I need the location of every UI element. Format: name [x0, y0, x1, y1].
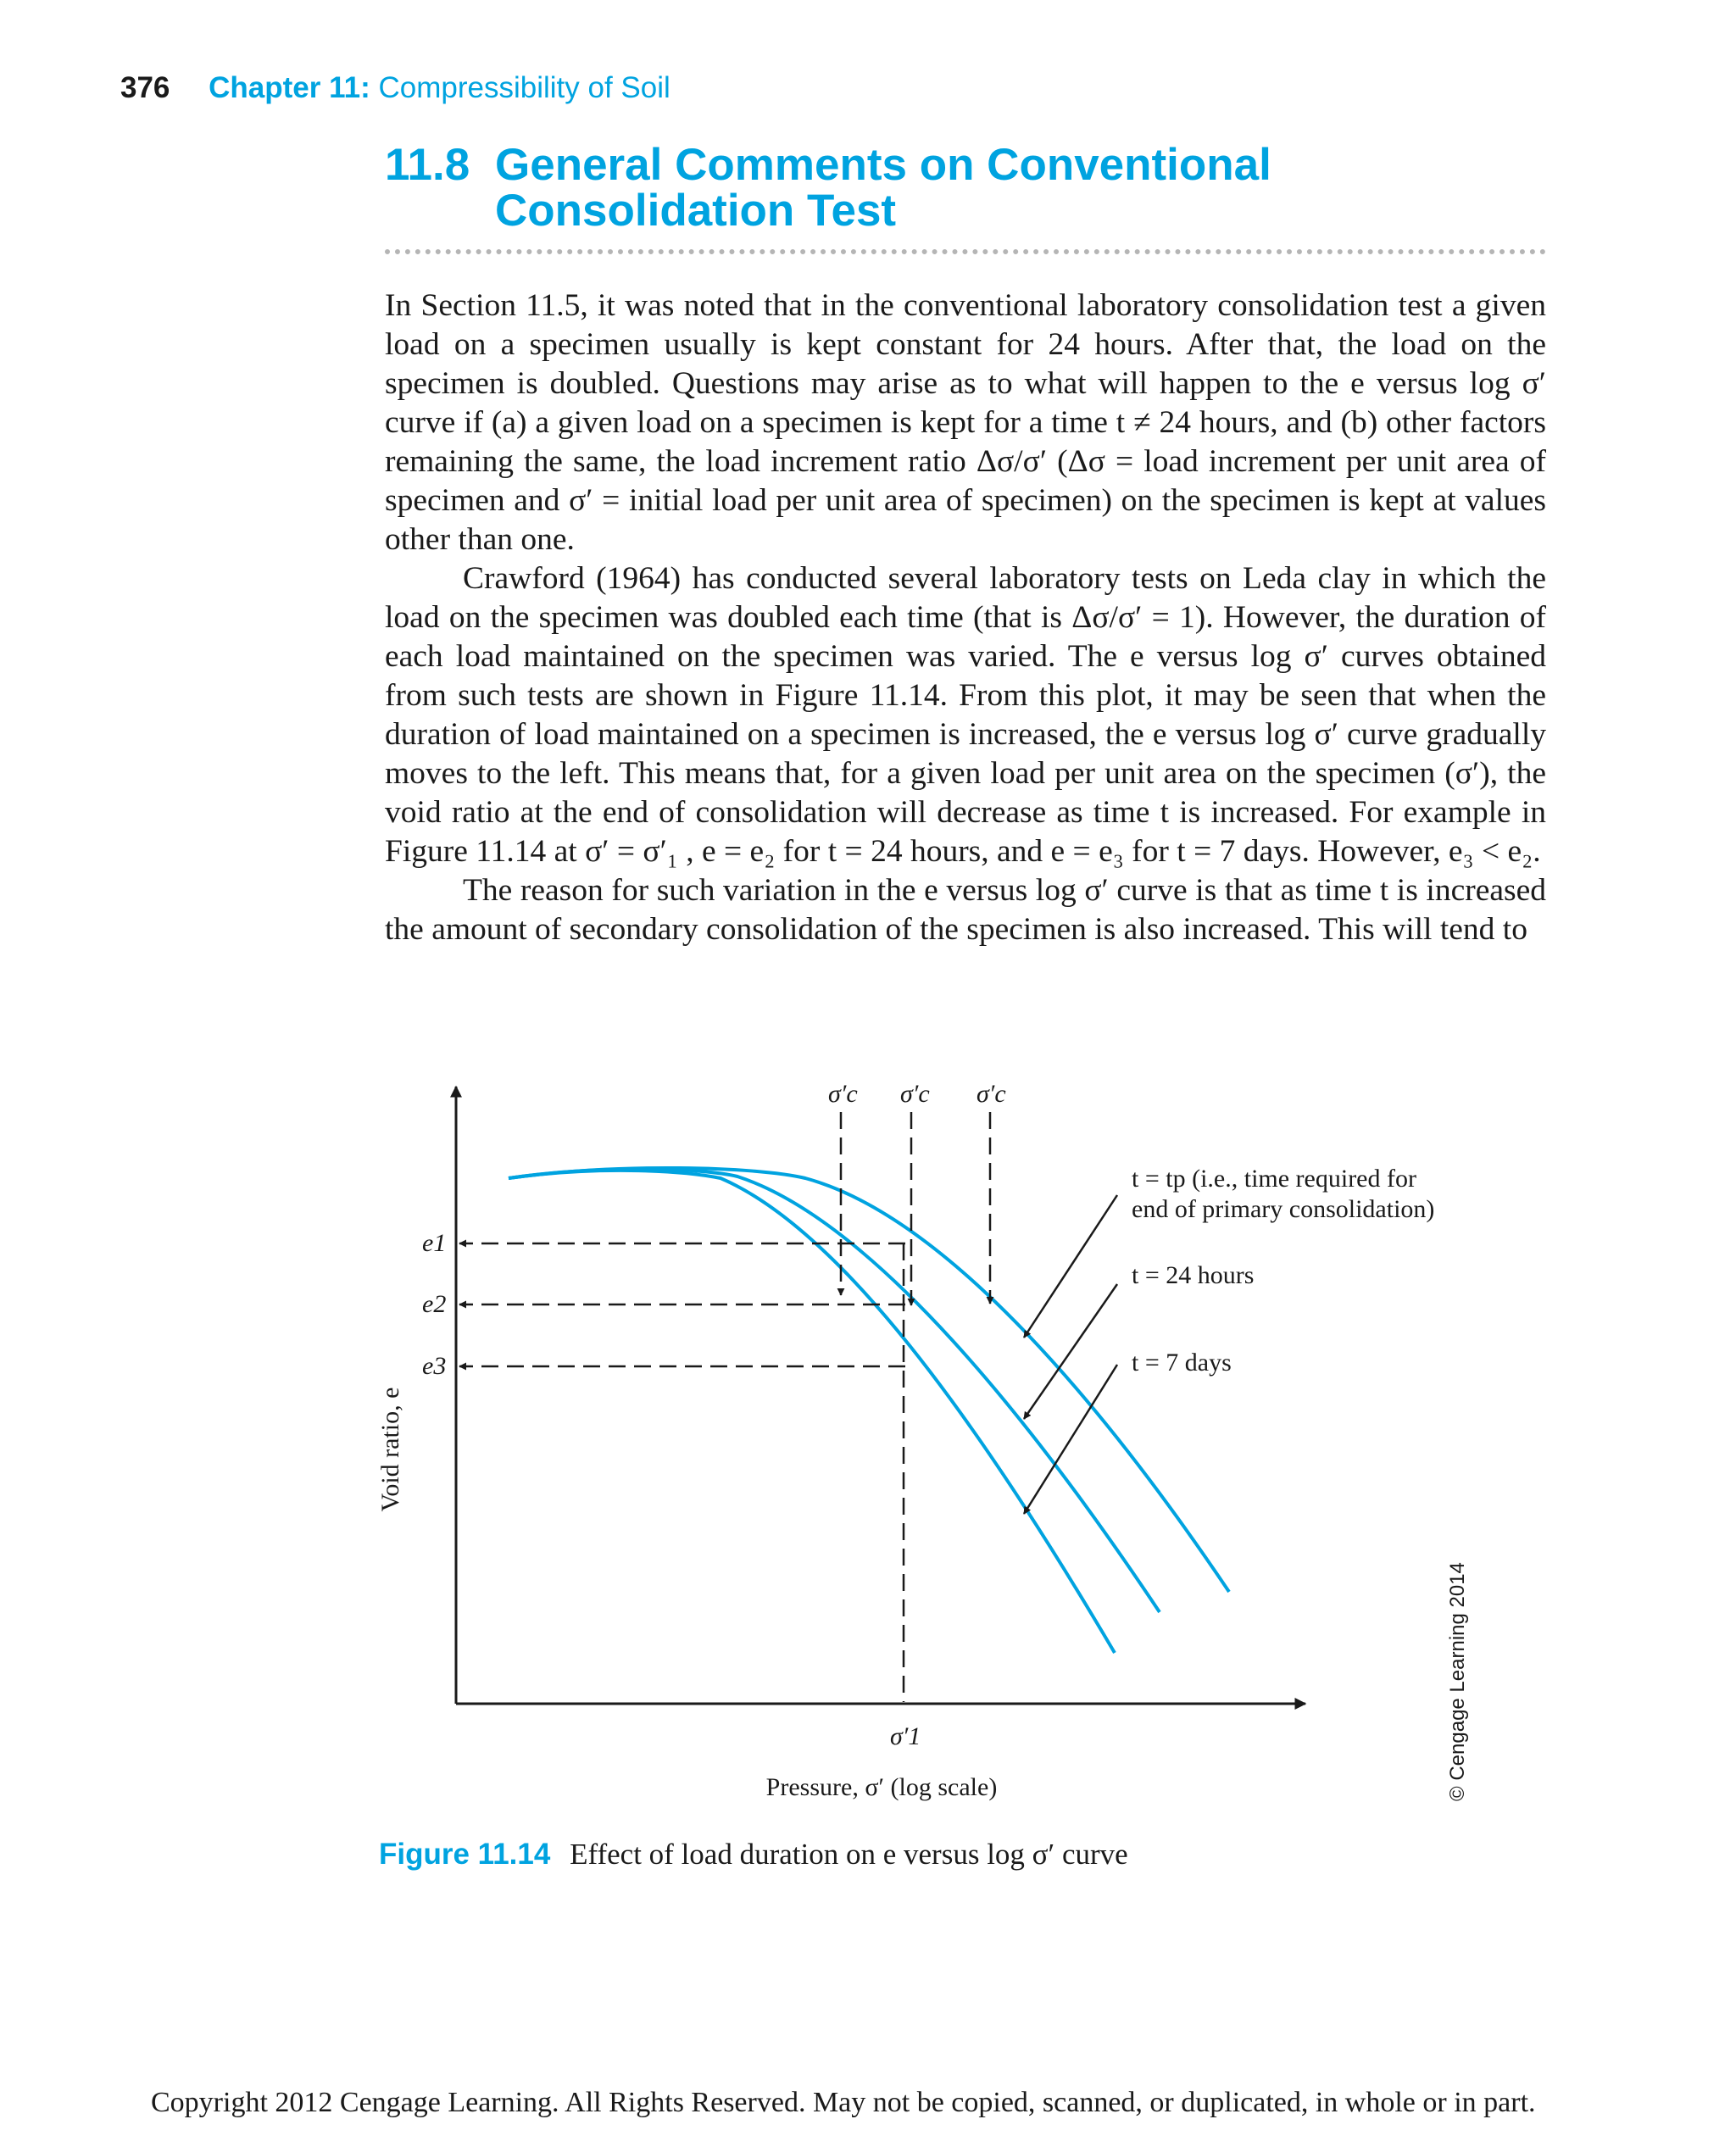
tp-annotation-line2: end of primary consolidation) [1132, 1195, 1435, 1223]
t24-pointer [1024, 1284, 1117, 1419]
figure-11-14 [364, 1060, 1526, 1822]
sigma-c-label-1: σ′c [828, 1080, 858, 1108]
figure-svg [364, 1060, 1526, 1822]
body-text [385, 286, 1546, 949]
chapter-label: Chapter 11: [209, 71, 370, 104]
t24-annotation: t = 24 hours [1132, 1261, 1255, 1289]
sigma1-label: σ′1 [890, 1722, 921, 1750]
y-axis-label: Void ratio, e [376, 1387, 404, 1512]
heading-divider [385, 249, 1546, 254]
e3-label: e3 [422, 1352, 447, 1380]
e2-label: e2 [422, 1290, 447, 1318]
chapter-title: Compressibility of Soil [378, 71, 670, 104]
figure-caption [379, 1838, 1128, 1872]
t7-pointer [1024, 1365, 1117, 1514]
section-title-line1: General Comments on Conventional [495, 140, 1271, 190]
section-title-line2: Consolidation Test [495, 186, 897, 236]
sigma-c-label-3: σ′c [976, 1080, 1006, 1108]
section-number: 11.8 [385, 140, 470, 190]
figure-copyright: © Cengage Learning 2014 [1446, 1562, 1469, 1801]
page-header [120, 71, 670, 105]
sigma-c-label-2: σ′c [900, 1080, 930, 1108]
section-heading [385, 142, 1271, 234]
tp-pointer [1024, 1195, 1117, 1338]
caption-text: Effect of load duration on e versus log σ′ curve [570, 1838, 1128, 1871]
paragraph-3: The reason for such variation in the e versus log σ′ curve is that as time t is increased the amount of secondary consolidation of the specimen is also increased. This will tend to [385, 873, 1546, 947]
paragraph-2: Crawford (1964) has conducted several laboratory tests on Leda clay in which the load on the specimen was doubled each time (that is Δσ/σ′ = 1). However, the duration of each load maintained on the specimen was varied. The e versus log σ′ curves obtained from such tests are shown in Figure 11.14. From this plot, it may be seen that when the duration of load maintained on a specimen is increased, the e versus log σ′ curve gradually moves to the left. This means that, for a given load per unit area on the specimen (σ′), the void ratio at the end of consolidation will decrease as time t is increased. For example in Figure 11.14 at σ′ = σ′₁ , e = e₂ for t = 24 hours, and e = e₃ for t = 7 days. However, e₃ < e₂. [385, 561, 1546, 869]
paragraph-1: In Section 11.5, it was noted that in the conventional laboratory consolidation test a given load on a specimen usually is kept constant for 24 hours. After that, the load on the specimen is doubled. Questions may arise as to what will happen to the e versus log σ′ curve if (a) a given load on a specimen is kept for a time t ≠ 24 hours, and (b) other factors remaining the same, the load increment ratio Δσ/σ′ (Δσ = load increment per unit area of specimen and σ′ = initial load per unit area of specimen) on the specimen is kept at values other than one. [385, 288, 1546, 557]
curve-t-24-hours [509, 1169, 1160, 1612]
footer-copyright: Copyright 2012 Cengage Learning. All Rights Reserved. May not be copied, scanned, or duplicated, in whole or in part. [151, 2087, 1536, 2118]
page-number: 376 [120, 71, 170, 104]
x-axis-label: Pressure, σ′ (log scale) [765, 1773, 998, 1801]
t7-annotation: t = 7 days [1132, 1349, 1232, 1377]
tp-annotation-line1: t = tp (i.e., time required for [1132, 1165, 1416, 1193]
figure-label: Figure 11.14 [379, 1838, 551, 1871]
curve-t-tp [509, 1168, 1229, 1592]
e1-label: e1 [422, 1229, 447, 1257]
